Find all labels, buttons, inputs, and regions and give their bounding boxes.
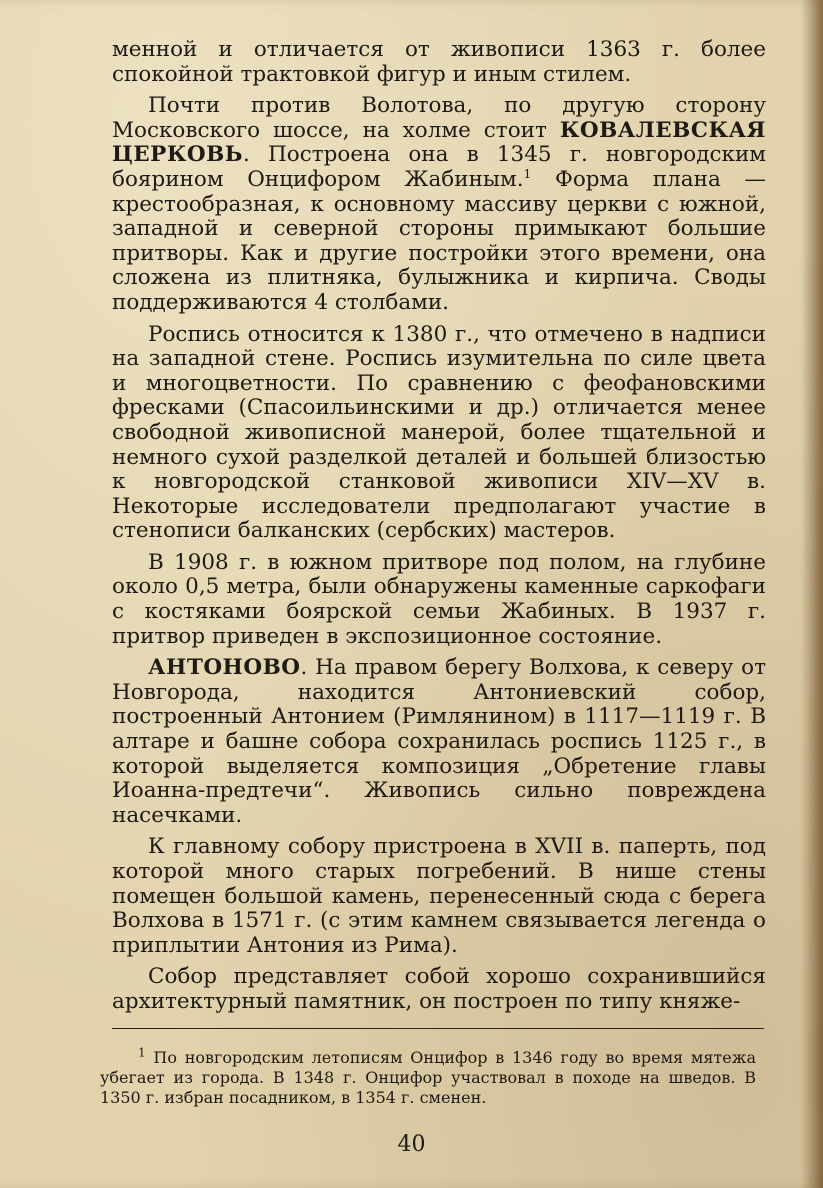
page-number: 40 bbox=[397, 1132, 426, 1157]
paragraph bbox=[112, 551, 766, 649]
paragraph bbox=[112, 94, 766, 315]
text-run: В 1908 г. в южном притворе под полом, на глубине около 0,5 метра, были обнаружены каменные саркофаги с костяками боярской семьи Жабиных. В 1937 г. притвор приведен в экспозиционное состояние. bbox=[112, 549, 766, 649]
main-text bbox=[112, 38, 766, 1022]
footnote-text: По новгородским летописям Онцифор в 1346 году во время мятежа убегает из города. В 1348 г. Онцифор участвовал в походе на шведов. В 1350 г. избран посадником, в 1354 г. сменен. bbox=[100, 1048, 756, 1107]
paragraph bbox=[112, 38, 766, 87]
paragraph bbox=[112, 965, 766, 1014]
paragraph bbox=[112, 323, 766, 544]
text-run: менной и отличается от живописи 1363 г. более спокойной трактовкой фигур и иным стилем. bbox=[112, 37, 766, 87]
heading-term: КОВАЛЕВСКАЯ ЦЕРКОВЬ bbox=[112, 117, 766, 168]
text-run: К главному собору пристроена в XVII в. паперть, под которой много старых погребений. В нише стены помещен большой камень, перенесенный сюда с берега Волхова в 1571 г. (с этим камнем связывается легенда о приплытии Антония из Рима). bbox=[112, 834, 766, 958]
footnote-divider bbox=[112, 1028, 764, 1029]
text-run: Почти против Волотова, по другую сторону Московского шоссе, на холме стоит bbox=[112, 93, 766, 143]
paragraph bbox=[112, 656, 766, 828]
paragraph bbox=[112, 835, 766, 958]
text-run: . На правом берегу Волхова, к северу от Новгорода, находится Антониевский собор, построенный Антонием (Римлянином) в 1117—1119 г. В алтаре и башне собора сохранилась роспись 1125 г., в которой выделяется композиция „Обретение главы Иоанна-предтечи“. Живопись сильно повреждена насечками. bbox=[112, 655, 766, 828]
text-run: Роспись относится к 1380 г., что отмечено в надписи на западной стене. Роспись изумительна по силе цвета и многоцветности. По сравнению с феофановскими фресками (Спасоильинскими и др.) отличается менее свободной живописной манерой, более тщательной и немного сухой разделкой деталей и большей близостью к новгородской станковой живописи XIV—XV в. Некоторые исследователи предполагают участие в стенописи балканских (сербских) мастеров. bbox=[112, 321, 766, 544]
footnote-marker: 1 bbox=[138, 1045, 146, 1060]
text-run: Собор представляет собой хорошо сохранившийся архитектурный памятник, он построен по типу княже- bbox=[112, 964, 766, 1014]
text-run: Форма плана — крестообразная, к основному массиву церкви с южной, западной и северной стороны примыкают большие притворы. Как и другие постройки этого времени, она сложена из плитняка, булыжника и кирпича. Своды поддерживаются 4 столбами. bbox=[112, 166, 766, 315]
footnote bbox=[100, 1045, 756, 1108]
heading-term: АНТОНОВО bbox=[148, 655, 301, 681]
page-gutter-shadow bbox=[801, 0, 823, 1188]
footnote-reference: 1 bbox=[523, 166, 532, 181]
text-run: . Построена она в 1345 г. новгородским боярином Онцифором Жабиным. bbox=[112, 142, 766, 192]
